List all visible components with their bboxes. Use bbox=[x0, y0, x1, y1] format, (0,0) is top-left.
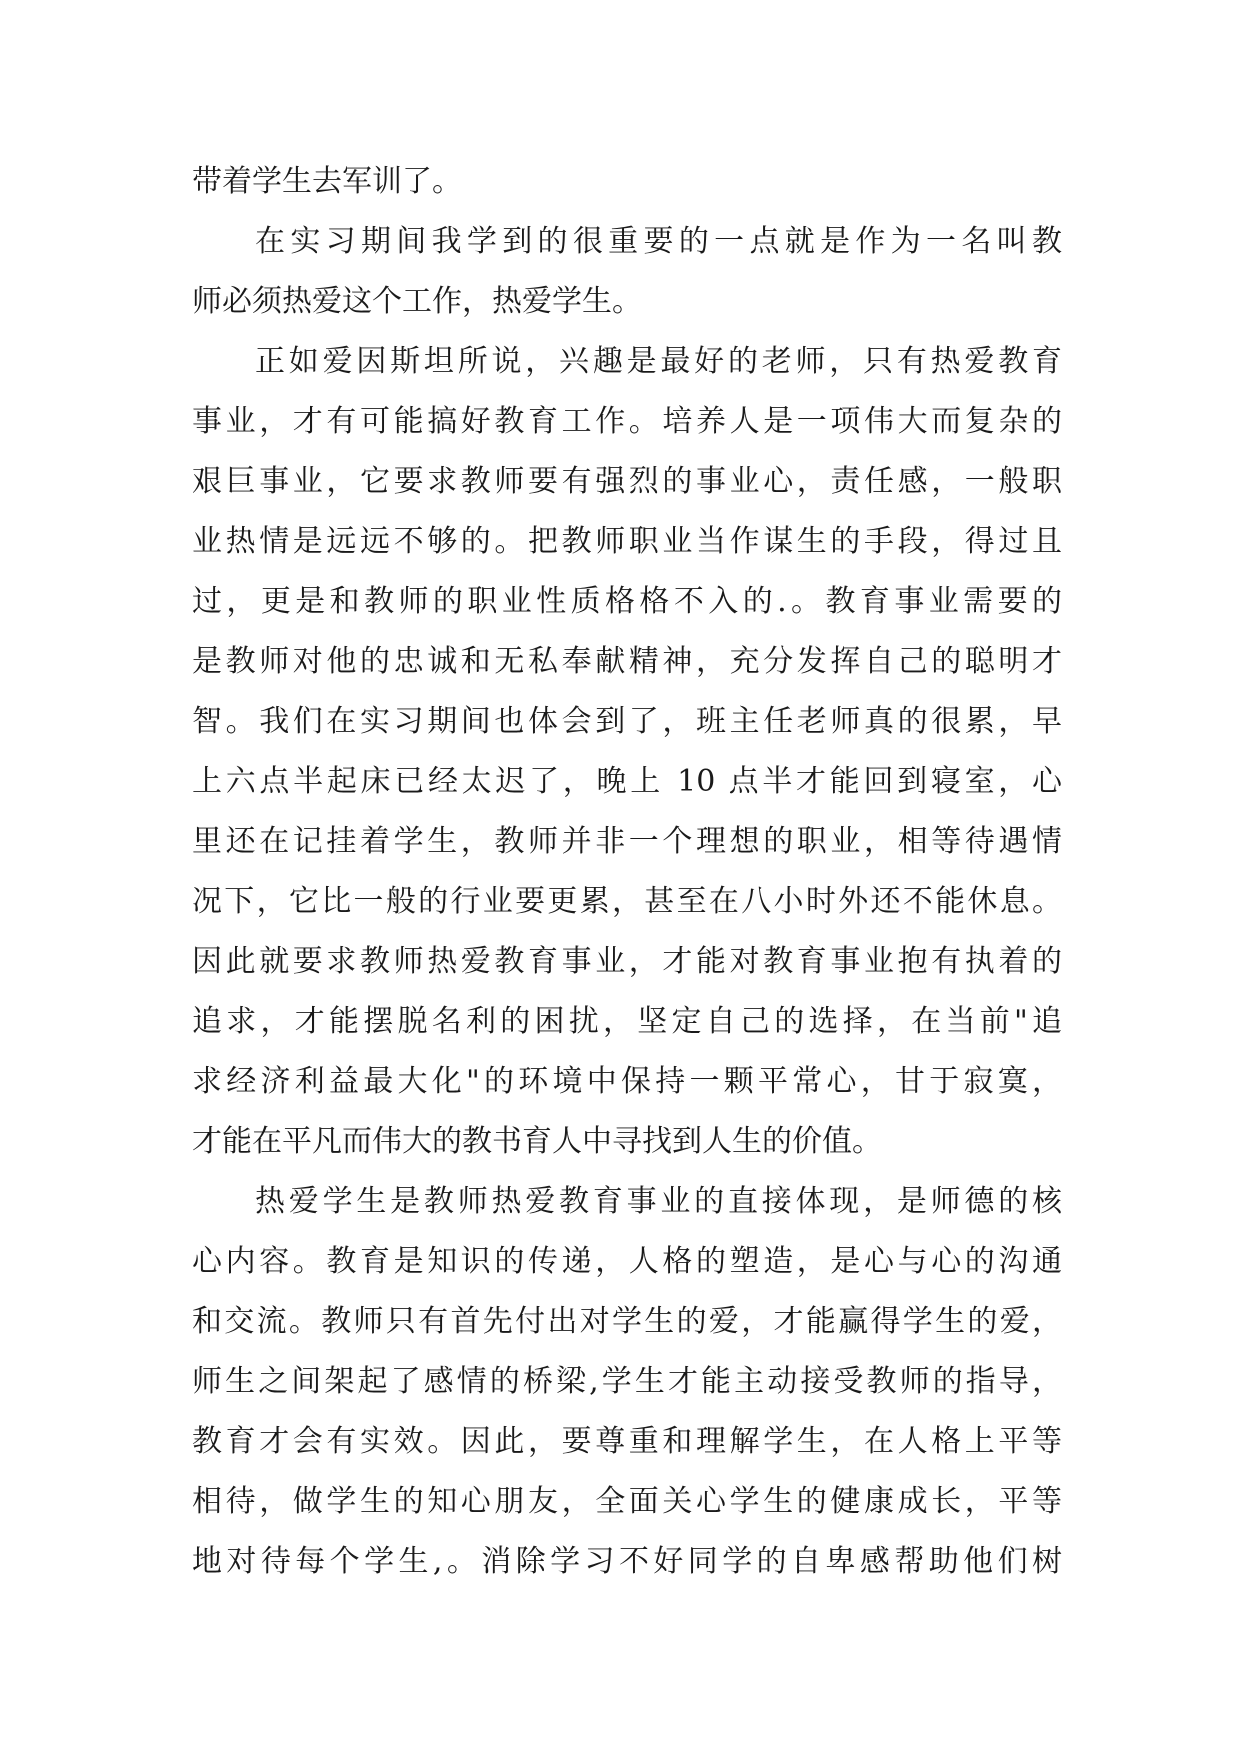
text-line: 相待，做学生的知心朋友，全面关心学生的健康成长，平等 bbox=[192, 1484, 1062, 1519]
text-line: 求经济利益最大化"的环境中保持一颗平常心，甘于寂寞， bbox=[192, 1064, 1062, 1099]
text-line: 在实习期间我学到的很重要的一点就是作为一名叫教 bbox=[255, 224, 1062, 259]
text-line: 正如爱因斯坦所说，兴趣是最好的老师，只有热爱教育 bbox=[255, 344, 1062, 379]
text-line: 心内容。教育是知识的传递，人格的塑造，是心与心的沟通 bbox=[192, 1244, 1062, 1279]
text-line: 师必须热爱这个工作，热爱学生。 bbox=[192, 284, 642, 319]
text-line: 因此就要求教师热爱教育事业，才能对教育事业抱有执着的 bbox=[192, 944, 1062, 979]
text-line: 况下，它比一般的行业要更累，甚至在八小时外还不能休息。 bbox=[192, 884, 1062, 919]
text-line: 艰巨事业，它要求教师要有强烈的事业心，责任感，一般职 bbox=[192, 464, 1062, 499]
text-line: 过，更是和教师的职业性质格格不入的.。教育事业需要的 bbox=[192, 584, 1062, 619]
text-line: 师生之间架起了感情的桥梁,学生才能主动接受教师的指导， bbox=[192, 1364, 1062, 1399]
text-line: 才能在平凡而伟大的教书育人中寻找到人生的价值。 bbox=[192, 1124, 882, 1159]
text-line: 追求，才能摆脱名利的困扰，坚定自己的选择，在当前"追 bbox=[192, 1004, 1062, 1039]
text-line: 上六点半起床已经太迟了，晚上 10 点半才能回到寝室，心 bbox=[192, 764, 1062, 799]
text-line: 教育才会有实效。因此，要尊重和理解学生，在人格上平等 bbox=[192, 1424, 1062, 1459]
text-line: 地对待每个学生,。消除学习不好同学的自卑感帮助他们树 bbox=[192, 1544, 1062, 1579]
text-line: 和交流。教师只有首先付出对学生的爱，才能赢得学生的爱， bbox=[192, 1304, 1062, 1339]
text-line: 带着学生去军训了。 bbox=[192, 164, 462, 199]
text-line: 是教师对他的忠诚和无私奉献精神，充分发挥自己的聪明才 bbox=[192, 644, 1062, 679]
text-line: 事业，才有可能搞好教育工作。培养人是一项伟大而复杂的 bbox=[192, 404, 1062, 439]
text-line: 智。我们在实习期间也体会到了，班主任老师真的很累，早 bbox=[192, 704, 1062, 739]
text-line: 热爱学生是教师热爱教育事业的直接体现，是师德的核 bbox=[255, 1184, 1062, 1219]
body-text bbox=[192, 152, 1062, 1592]
text-line: 业热情是远远不够的。把教师职业当作谋生的手段，得过且 bbox=[192, 524, 1062, 559]
text-line: 里还在记挂着学生，教师并非一个理想的职业，相等待遇情 bbox=[192, 824, 1062, 859]
